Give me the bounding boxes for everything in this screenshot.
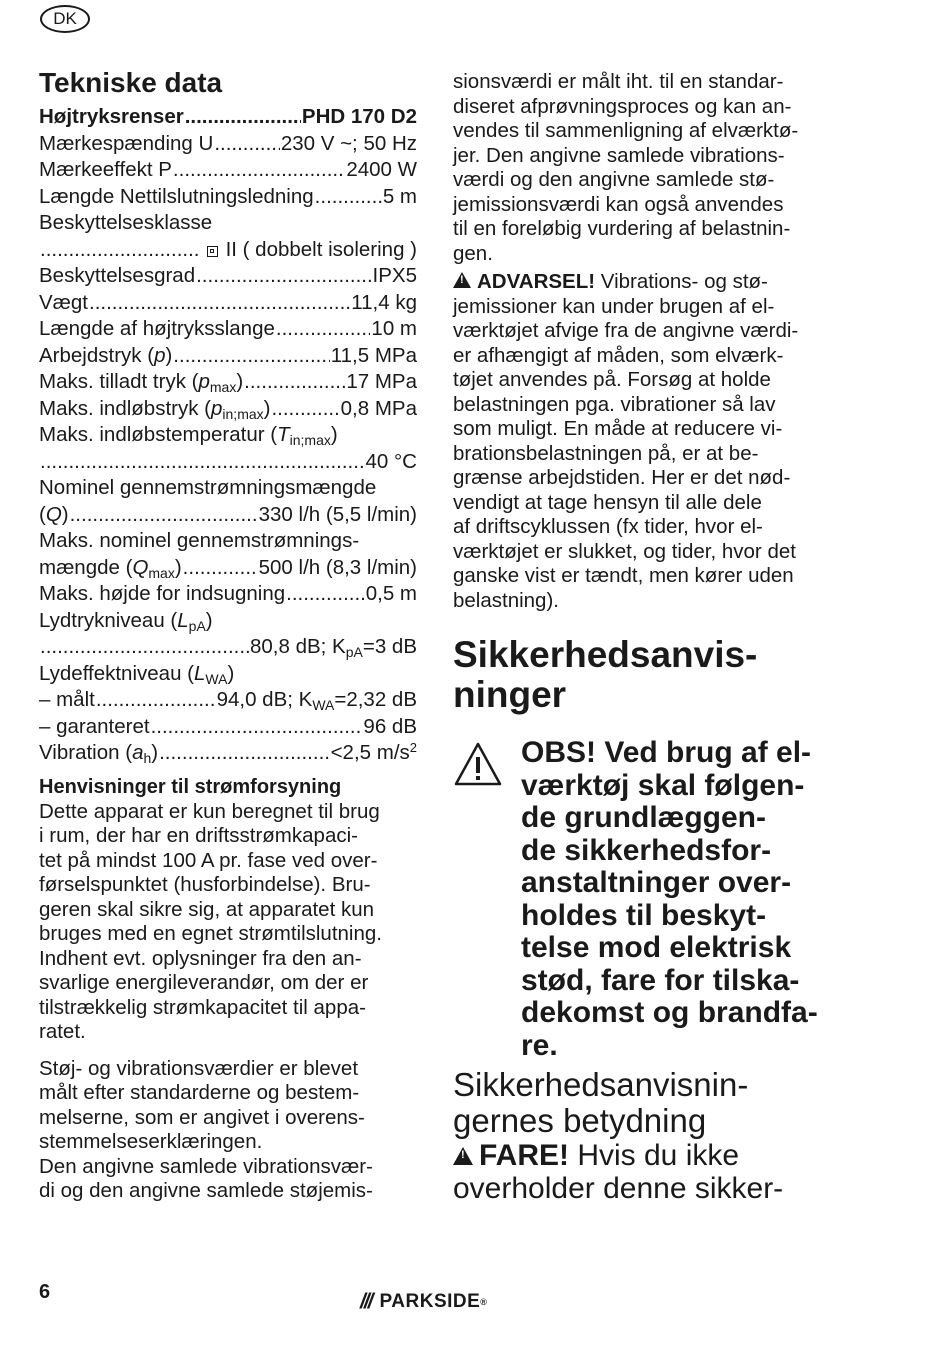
- warning-triangle-icon: [453, 1147, 473, 1165]
- danger-paragraph: !FARE! Hvis du ikke overholder denne sikker-: [453, 1139, 833, 1205]
- warning-triangle-icon: [453, 741, 503, 787]
- obs-notice: [453, 737, 833, 1067]
- obs-notice-text: OBS! Ved brug af el- værktøj skal følgen- de grundlæggen- de sikkerhedsfor- anstaltninger over- holdes til beskyt- telse mod elektrisk stød, fare for tilska- dekomst og brandfa- re.: [521, 736, 818, 1062]
- spec-sound-power-guaranteed: – garanteret ..... 96 dB: [39, 714, 417, 741]
- double-insulation-icon: [207, 246, 218, 257]
- spec-inlet-temp: ..... 40 °C: [39, 449, 417, 476]
- spec-cable-length: Længde Nettilslutningsledning ..... 5 m: [39, 184, 417, 211]
- noise-vibration-paragraph: Støj- og vibrationsværdier er blevet målt efter standarderne og bestem- melserne, som er angivet i overens- stemmelseserklæringen. Den angivne samlede vibrationsvær- di og den angivne samlede støjemis-: [39, 1056, 373, 1202]
- spec-suction-height: Maks. højde for indsugning ..... 0,5 m: [39, 581, 417, 608]
- spec-hose-length: Længde af højtryksslange ..... 10 m: [39, 316, 417, 343]
- spec-inlet-pressure: Maks. indløbstryk $(p_{in;max})$ ..... 0,8 MPa: [39, 396, 417, 423]
- power-supply-heading: Henvisninger til strømforsyning: [39, 775, 342, 798]
- warning-label: ADVARSEL!: [477, 270, 596, 293]
- page-number: 6: [39, 1281, 51, 1303]
- section-title-technical-data: Tekniske data: [39, 67, 223, 98]
- brand-logo: [360, 1290, 487, 1314]
- spec-nominal-flow-label: Nominel gennemstrømningsmængde: [39, 476, 377, 499]
- power-supply-paragraph: Dette apparat er kun beregnet til brug i rum, der har en driftsstrømkapaci- tet på mindst 100 A pr. fase ved over- førselspunktet (husforbindelse). Bru- geren skal sikre sig, at apparatet kun bruges med en egnet strømtilslutning. Indhent evt. oplysninger fra den an- svarlige energileverandør, om der er tilstrækkelig strømkapacitet til appa- ratet.: [39, 799, 382, 1043]
- spec-sound-power-label: Lydeffektniveau $(L_{WA})$: [39, 661, 235, 687]
- registered-mark: ®: [480, 1297, 488, 1307]
- spec-vibration: Vibration $(a_h)$ ..... <2,5 $m/s^2$: [39, 740, 417, 767]
- right-column: [453, 70, 833, 1205]
- spec-inlet-temp-label: Maks. indløbstemperatur $(T_{in;max})$: [39, 423, 338, 448]
- left-column: [39, 66, 417, 1204]
- spec-working-pressure: Arbejdstryk (p) ..... 11,5 MPa: [39, 343, 417, 370]
- spec-ip-rating: Beskyttelsesgrad ..... IPX5: [39, 263, 417, 290]
- spec-max-pressure: Maks. tilladt tryk $(p_{max})$ ..... 17 MPa: [39, 369, 417, 396]
- spec-sound-pressure-label: Lydtrykniveau $(L_{pA})$: [39, 608, 213, 634]
- warning-paragraph: !ADVARSEL! Vibrations- og stø- jemissioner kan under brugen af el- værktøjet afvige fra de angivne værdi- er afhængigt af måden, som elværk- tøjet anvendes på. Forsøg at holde belastningen pga. vibrationer så lav som muligt. En måde at reducere vi- brationsbelastningen på, er at be- grænse arbejdstiden. Her er det nød- vendigt at tage hensyn til alle dele af driftscyklussen (fx tider, hvor el- værktøjet er slukket, og tider, hvor det ganske vist er tændt, men kører uden belastning).: [453, 270, 833, 613]
- spec-voltage: Mærkespænding U ..... 230 V ~; 50 Hz: [39, 131, 417, 158]
- spec-protection-class-label: Beskyttelsesklasse: [39, 211, 213, 234]
- spec-nominal-flow: (Q) ..... 330 l/h (5,5 l/min): [39, 502, 417, 529]
- spec-model: Højtryksrenser ..... PHD 170 D2: [39, 104, 417, 131]
- spec-sound-pressure: ..... 80,8 dB; $K_{pA}=3$ dB: [39, 634, 417, 661]
- danger-label: FARE!: [479, 1139, 569, 1172]
- safety-instructions-title: Sikkerhedsanvis- ninger: [453, 634, 758, 715]
- spec-protection-class: ..... II ( dobbelt isolering ): [39, 237, 417, 264]
- spec-max-flow-label: Maks. nominel gennemstrømnings-: [39, 529, 360, 552]
- brand-slashes: ///: [360, 1290, 372, 1313]
- spec-weight: Vægt ..... 11,4 kg: [39, 290, 417, 317]
- brand-name: PARKSIDE: [379, 1291, 481, 1312]
- spec-power: Mærkeeffekt P ..... 2400 W: [39, 157, 417, 184]
- warning-triangle-icon: [453, 272, 471, 288]
- spec-sound-power-measured: – målt ..... 94,0 dB; $K_{WA}=2,32$ dB: [39, 687, 417, 714]
- language-badge: DK: [40, 5, 90, 33]
- spec-max-flow: mængde $(Q_{max})$ ..... 500 l/h (8,3 l/min): [39, 555, 417, 582]
- safety-meaning-title: Sikkerhedsanvisnin- gernes betydning: [453, 1066, 749, 1139]
- vibration-continuation-paragraph: sionsværdi er målt iht. til en standar- diseret afprøvningsproces og kan an- vendes til sammenligning af elværktø- jer. Den angivne samlede vibrations- værdi og den angivne samlede stø- jemissionsværdi kan også anvendes til en foreløbig vurdering af belastnin- gen.: [453, 70, 799, 265]
